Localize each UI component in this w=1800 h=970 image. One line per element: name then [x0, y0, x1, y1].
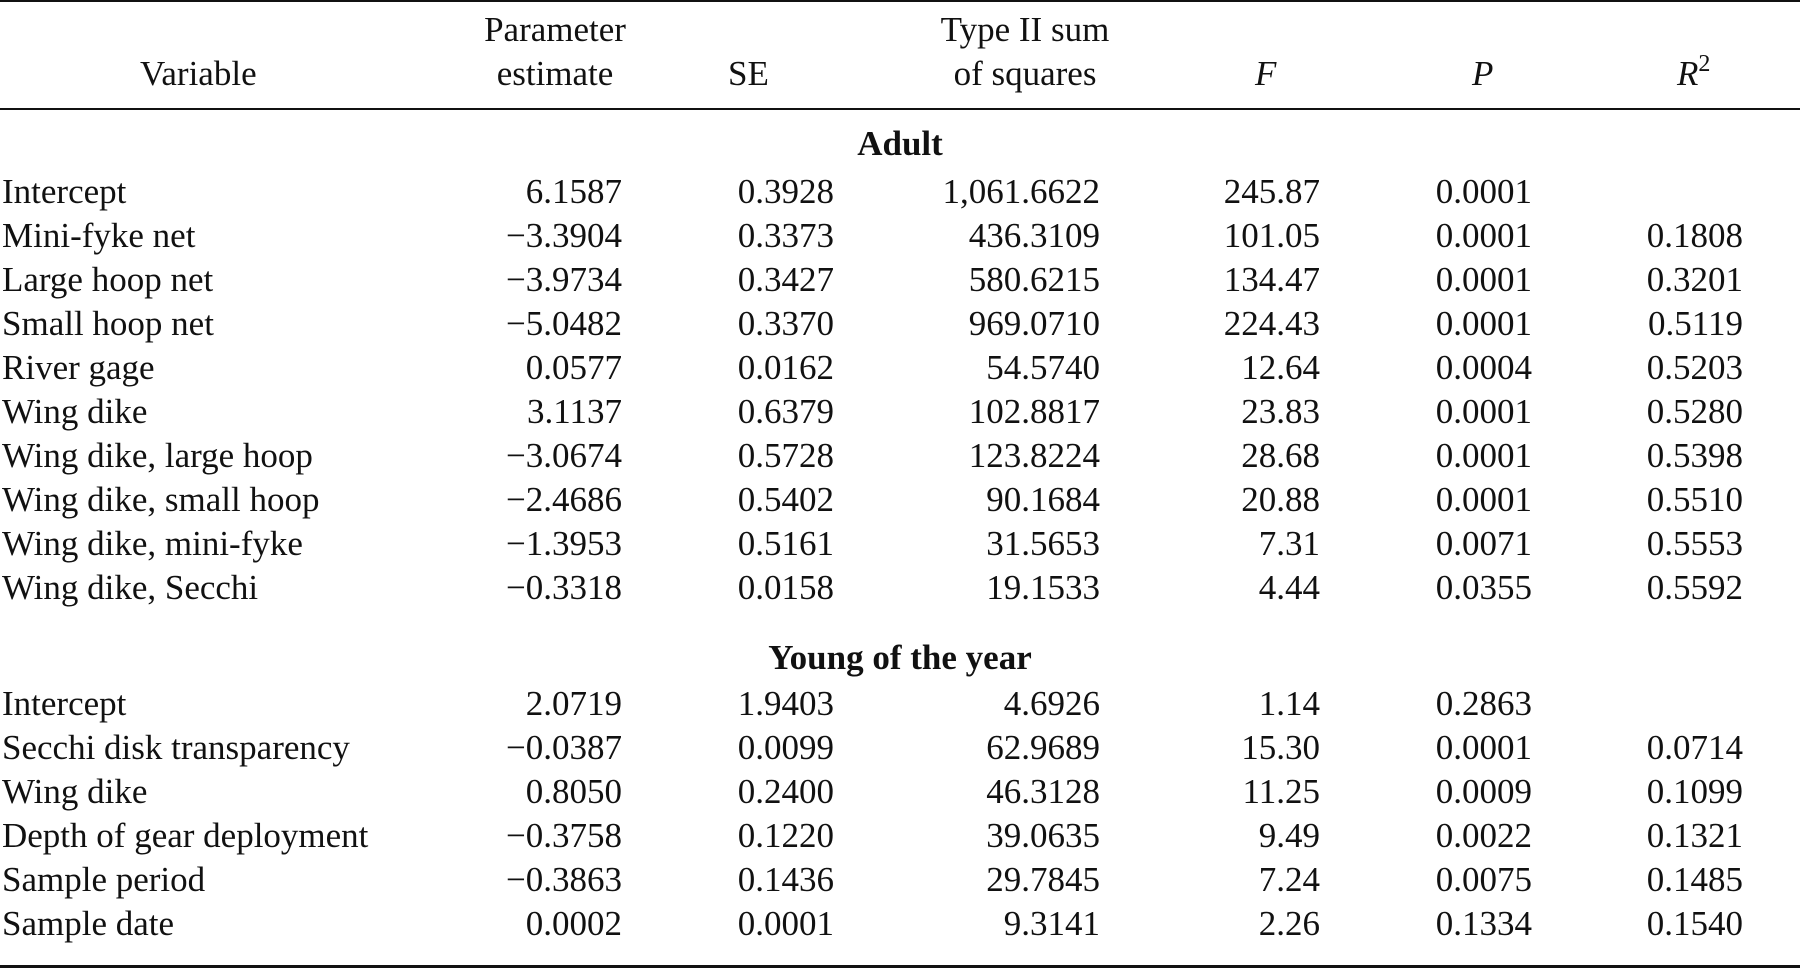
- cell-ss: 31.5653: [986, 524, 1100, 563]
- cell-estimate: 3.1137: [527, 392, 622, 431]
- table-row: [0, 858, 1800, 902]
- cell-estimate: 0.8050: [525, 772, 622, 811]
- cell-se: 0.6379: [737, 392, 834, 431]
- header-parameter-line2: estimate: [496, 54, 614, 93]
- cell-r2: 0.1321: [1646, 816, 1743, 855]
- cell-variable: Wing dike, mini-fyke: [2, 524, 303, 563]
- cell-estimate: −3.9734: [506, 260, 622, 299]
- table-row: [0, 390, 1800, 434]
- cell-f: 11.25: [1242, 772, 1320, 811]
- cell-p: 0.1334: [1435, 904, 1532, 943]
- cell-se: 0.3928: [737, 172, 834, 211]
- header-r-squared: [1677, 52, 1710, 96]
- cell-p: 0.0004: [1435, 348, 1532, 387]
- cell-ss: 46.3128: [986, 772, 1100, 811]
- cell-variable: Wing dike: [2, 392, 148, 431]
- cell-f: 7.31: [1258, 524, 1320, 563]
- cell-f: 101.05: [1223, 216, 1320, 255]
- cell-f: 15.30: [1241, 728, 1320, 767]
- cell-se: 0.5161: [737, 524, 834, 563]
- header-variable: Variable: [140, 54, 257, 93]
- cell-f: 1.14: [1258, 684, 1320, 723]
- cell-variable: Sample period: [2, 860, 206, 899]
- cell-p: 0.0001: [1435, 304, 1532, 343]
- cell-estimate: −3.3904: [506, 216, 622, 255]
- cell-estimate: −0.3758: [506, 816, 622, 855]
- cell-f: 9.49: [1258, 816, 1320, 855]
- cell-ss: 29.7845: [986, 860, 1100, 899]
- cell-ss: 580.6215: [968, 260, 1100, 299]
- cell-ss: 54.5740: [986, 348, 1100, 387]
- cell-estimate: 6.1587: [525, 172, 622, 211]
- header-ss-line1: Type II sum: [940, 10, 1110, 49]
- cell-p: 0.0075: [1435, 860, 1532, 899]
- cell-f: 20.88: [1241, 480, 1320, 519]
- table-row: [0, 258, 1800, 302]
- table-row: [0, 726, 1800, 770]
- top-rule: [0, 0, 1800, 2]
- cell-ss: 1,061.6622: [942, 172, 1100, 211]
- cell-estimate: −0.3318: [506, 568, 622, 607]
- table-row: [0, 214, 1800, 258]
- cell-ss: 4.6926: [1003, 684, 1100, 723]
- cell-se: 0.0162: [737, 348, 834, 387]
- cell-ss: 436.3109: [968, 216, 1100, 255]
- cell-p: 0.0355: [1435, 568, 1532, 607]
- cell-ss: 62.9689: [986, 728, 1100, 767]
- table-row: [0, 478, 1800, 522]
- header-parameter-line1: Parameter: [484, 10, 626, 49]
- cell-p: 0.0022: [1435, 816, 1532, 855]
- cell-p: 0.0009: [1435, 772, 1532, 811]
- cell-se: 1.9403: [737, 684, 834, 723]
- cell-variable: Depth of gear deployment: [2, 816, 369, 855]
- cell-variable: Intercept: [2, 684, 127, 723]
- cell-r2: 0.1540: [1646, 904, 1743, 943]
- cell-variable: Large hoop net: [2, 260, 214, 299]
- cell-r2: 0.5203: [1646, 348, 1743, 387]
- cell-r2: 0.1099: [1646, 772, 1743, 811]
- cell-variable: Wing dike, Secchi: [2, 568, 259, 607]
- cell-se: 0.5728: [737, 436, 834, 475]
- cell-f: 12.64: [1241, 348, 1320, 387]
- cell-variable: Mini-fyke net: [2, 216, 196, 255]
- cell-se: 0.1220: [737, 816, 834, 855]
- bottom-rule: [0, 965, 1800, 968]
- cell-variable: Secchi disk transparency: [2, 728, 350, 767]
- table-row: [0, 522, 1800, 566]
- header-r-sup: 2: [1698, 51, 1711, 77]
- cell-se: 0.0158: [737, 568, 834, 607]
- cell-p: 0.0001: [1435, 392, 1532, 431]
- table-row: [0, 170, 1800, 214]
- header-ss-line2: of squares: [953, 54, 1097, 93]
- cell-estimate: −1.3953: [506, 524, 622, 563]
- cell-r2: 0.5553: [1646, 524, 1743, 563]
- header-f: F: [1255, 54, 1277, 93]
- cell-ss: 969.0710: [968, 304, 1100, 343]
- cell-ss: 102.8817: [968, 392, 1100, 431]
- cell-ss: 9.3141: [1003, 904, 1100, 943]
- cell-se: 0.5402: [737, 480, 834, 519]
- header-rule: [0, 108, 1800, 110]
- cell-se: 0.0099: [737, 728, 834, 767]
- table-row: [0, 814, 1800, 858]
- cell-estimate: −5.0482: [506, 304, 622, 343]
- cell-variable: Sample date: [2, 904, 175, 943]
- table-row: [0, 302, 1800, 346]
- cell-p: 0.0071: [1435, 524, 1532, 563]
- cell-ss: 123.8224: [968, 436, 1100, 475]
- cell-estimate: −0.3863: [506, 860, 622, 899]
- cell-estimate: −0.0387: [506, 728, 622, 767]
- cell-ss: 19.1533: [986, 568, 1100, 607]
- cell-se: 0.0001: [737, 904, 834, 943]
- cell-se: 0.1436: [737, 860, 834, 899]
- cell-se: 0.3427: [737, 260, 834, 299]
- cell-f: 28.68: [1241, 436, 1320, 475]
- cell-f: 23.83: [1241, 392, 1320, 431]
- cell-estimate: −2.4686: [506, 480, 622, 519]
- cell-se: 0.3370: [737, 304, 834, 343]
- header-parameter-estimate: [480, 8, 630, 96]
- cell-p: 0.0001: [1435, 436, 1532, 475]
- cell-p: 0.2863: [1435, 684, 1532, 723]
- cell-r2: 0.5510: [1646, 480, 1743, 519]
- cell-variable: Intercept: [2, 172, 127, 211]
- header-r-letter: R: [1677, 54, 1699, 93]
- header-sum-of-squares: [925, 8, 1125, 96]
- table-row: [0, 434, 1800, 478]
- cell-variable: River gage: [2, 348, 155, 387]
- cell-p: 0.0001: [1435, 216, 1532, 255]
- table-row: [0, 566, 1800, 610]
- cell-r2: 0.1808: [1646, 216, 1743, 255]
- cell-f: 4.44: [1258, 568, 1320, 607]
- cell-p: 0.0001: [1435, 728, 1532, 767]
- table-row: [0, 770, 1800, 814]
- cell-estimate: 2.0719: [525, 684, 622, 723]
- section-heading: Adult: [857, 124, 943, 163]
- cell-se: 0.2400: [737, 772, 834, 811]
- table-row: [0, 902, 1800, 946]
- cell-variable: Wing dike, large hoop: [2, 436, 313, 475]
- cell-ss: 90.1684: [986, 480, 1100, 519]
- cell-r2: 0.5119: [1648, 304, 1743, 343]
- cell-p: 0.0001: [1435, 172, 1532, 211]
- cell-estimate: −3.0674: [506, 436, 622, 475]
- cell-f: 7.24: [1258, 860, 1320, 899]
- cell-ss: 39.0635: [986, 816, 1100, 855]
- cell-r2: 0.3201: [1646, 260, 1743, 299]
- cell-f: 224.43: [1223, 304, 1320, 343]
- cell-se: 0.3373: [737, 216, 834, 255]
- table-row: [0, 346, 1800, 390]
- cell-r2: 0.5592: [1646, 568, 1743, 607]
- cell-f: 134.47: [1223, 260, 1320, 299]
- cell-f: 2.26: [1258, 904, 1320, 943]
- cell-variable: Wing dike: [2, 772, 148, 811]
- cell-p: 0.0001: [1435, 480, 1532, 519]
- cell-variable: Wing dike, small hoop: [2, 480, 320, 519]
- cell-estimate: 0.0577: [525, 348, 622, 387]
- cell-f: 245.87: [1223, 172, 1320, 211]
- header-se: SE: [728, 54, 769, 93]
- cell-estimate: 0.0002: [525, 904, 622, 943]
- section-heading: Young of the year: [768, 638, 1032, 677]
- cell-r2: 0.5398: [1646, 436, 1743, 475]
- cell-r2: 0.0714: [1646, 728, 1743, 767]
- cell-r2: 0.5280: [1646, 392, 1743, 431]
- cell-variable: Small hoop net: [2, 304, 214, 343]
- header-p: P: [1472, 54, 1494, 93]
- cell-r2: 0.1485: [1646, 860, 1743, 899]
- table-row: [0, 682, 1800, 726]
- cell-p: 0.0001: [1435, 260, 1532, 299]
